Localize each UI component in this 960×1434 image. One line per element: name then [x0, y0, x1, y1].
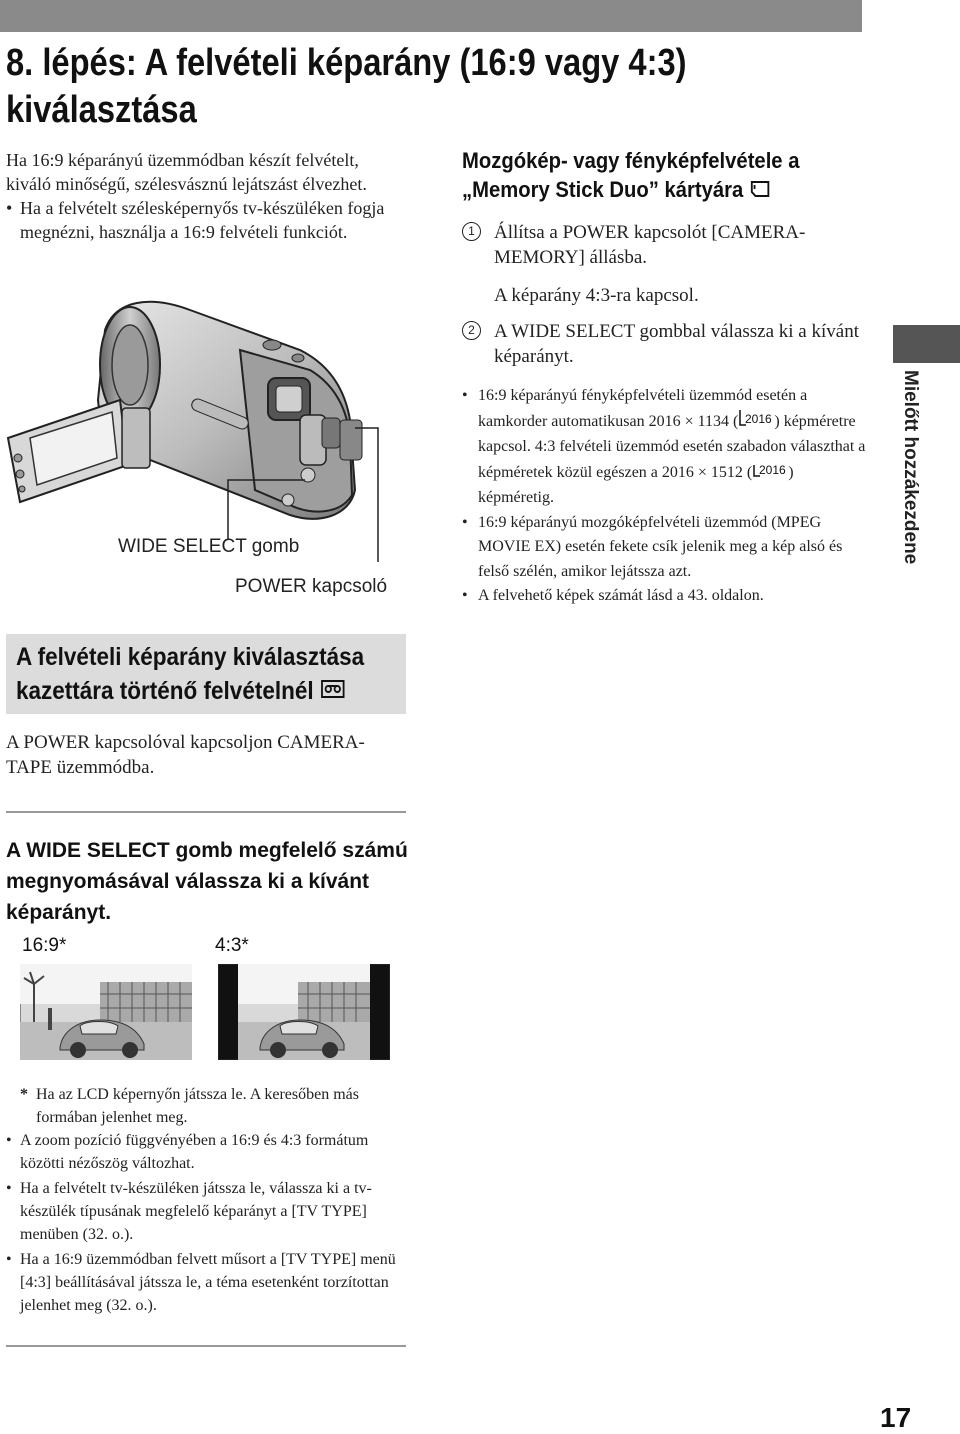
side-tab-label: Mielőtt hozzákezdene: [900, 370, 921, 565]
label-16-9: 16:9*: [22, 935, 67, 956]
memory-bullets: [462, 384, 867, 609]
asterisk-icon: *: [20, 1086, 28, 1103]
image-size-icon: [738, 409, 774, 436]
intro-text: Ha 16:9 képarányú üzemmódban készít felvételt, kiváló minőségű, szélesvásznú lejátszást élvezhet.: [6, 150, 367, 194]
step-1-text: Állítsa a POWER kapcsolót [CAMERA-MEMORY] állásba.: [494, 222, 806, 268]
step-2: [462, 319, 862, 369]
page-title-line2: kiválasztása: [6, 89, 197, 131]
page-title: [6, 40, 737, 134]
tape-heading-line1: A felvételi képarány kiválasztása: [16, 643, 365, 671]
side-tab-marker: [893, 325, 960, 363]
wide-select-caption: WIDE SELECT gomb: [118, 536, 300, 557]
memory-bullet-2: • 16:9 képarányú mozgóképfelvételi üzemmód (MPEG MOVIE EX) esetén fekete csík jelenik meg a kép alsó és felső szélén, amikor lejátssza azt.: [462, 511, 867, 585]
step-1-number: 1: [462, 222, 481, 241]
side-tab-label-wrap: [870, 370, 950, 590]
header-bar: [0, 0, 862, 32]
intro-paragraph: [6, 148, 406, 244]
notes-list: [6, 1083, 416, 1319]
divider-top: [6, 811, 406, 813]
example-photo-4-3: [218, 964, 390, 1060]
memory-stick-icon: [749, 177, 771, 206]
memory-bullet-1-part3: ) képméretig.: [478, 463, 794, 506]
memory-heading-line2-row: [462, 175, 830, 206]
label-4-3: 4:3*: [215, 935, 249, 956]
tape-heading-line2-row: [16, 674, 376, 709]
step-1: [462, 220, 862, 270]
image-size-icon-small: [752, 460, 788, 487]
note-item-1: • A zoom pozíció függvényében a 16:9 és 4:3 formátum közötti nézőszög változhat.: [6, 1129, 416, 1175]
step-1-note-row: [462, 283, 862, 308]
step-2-text: A WIDE SELECT gombbal válassza ki a kívánt képarányt.: [494, 321, 859, 367]
intro-bullet: • Ha a felvételt szélesképernyős tv-készüléken fogja megnézni, használja a 16:9 felvételi funkciót.: [6, 196, 406, 244]
tape-section-text: A POWER kapcsolóval kapcsoljon CAMERA-TAPE üzemmódba.: [6, 732, 365, 778]
note-star: [6, 1083, 416, 1129]
tape-section-heading: [16, 640, 376, 709]
memory-heading-line2: „Memory Stick Duo” kártyára: [462, 177, 744, 202]
memory-section-heading: [462, 146, 830, 206]
divider-bottom: [6, 1345, 406, 1347]
step-1-note: A képarány 4:3-ra kapcsol.: [494, 285, 699, 306]
memory-bullet-3: • A felvehető képek számát lásd a 43. oldalon.: [462, 584, 867, 609]
memory-bullet-1: [462, 384, 867, 511]
note-item-2: • Ha a felvételt tv-készüléken játssza le, válassza ki a tv-készülék típusának megfelelő képarányt a [TV TYPE] menüben (32. o.).: [6, 1177, 416, 1246]
image-size-icon-text: 2016: [745, 411, 773, 426]
wide-select-heading: A WIDE SELECT gomb megfelelő számú megnyomásával válassza ki a kívánt képarányt.: [6, 839, 408, 924]
example-photo-16-9: [20, 964, 192, 1060]
page-title-line1: 8. lépés: A felvételi képarány (16:9 vagy 4:3): [6, 42, 687, 84]
tape-cassette-icon: [320, 675, 345, 709]
note-item-3: • Ha a 16:9 üzemmódban felvett műsort a [TV TYPE] menü [4:3] beállításával játssza le, a téma esetenként torzítottan jelenhet meg (32. o.).: [6, 1248, 416, 1317]
step-2-number: 2: [462, 321, 481, 340]
note-star-text: Ha az LCD képernyőn játssza le. A keresőben más formában jelenhet meg.: [36, 1086, 360, 1126]
memory-bullet-1-part2: ) képméretre kapcsol. 4:3 felvételi üzemmód esetén szabadon választhat a képméretek közül egészen a 2016 × 1512 (: [478, 412, 866, 481]
page-number: 17: [880, 1402, 912, 1433]
image-size-icon-small-text: 2016: [759, 462, 786, 477]
memory-heading-line1: Mozgókép- vagy fényképfelvétele a: [462, 148, 800, 173]
tape-heading-line2: kazettára történő felvételnél: [16, 677, 314, 705]
memory-bullet-1-part1: 16:9 képarányú fényképfelvételi üzemmód esetén a kamkorder automatikusan 2016 × 1134 (: [478, 387, 808, 430]
power-switch-caption: POWER kapcsoló: [235, 576, 388, 597]
